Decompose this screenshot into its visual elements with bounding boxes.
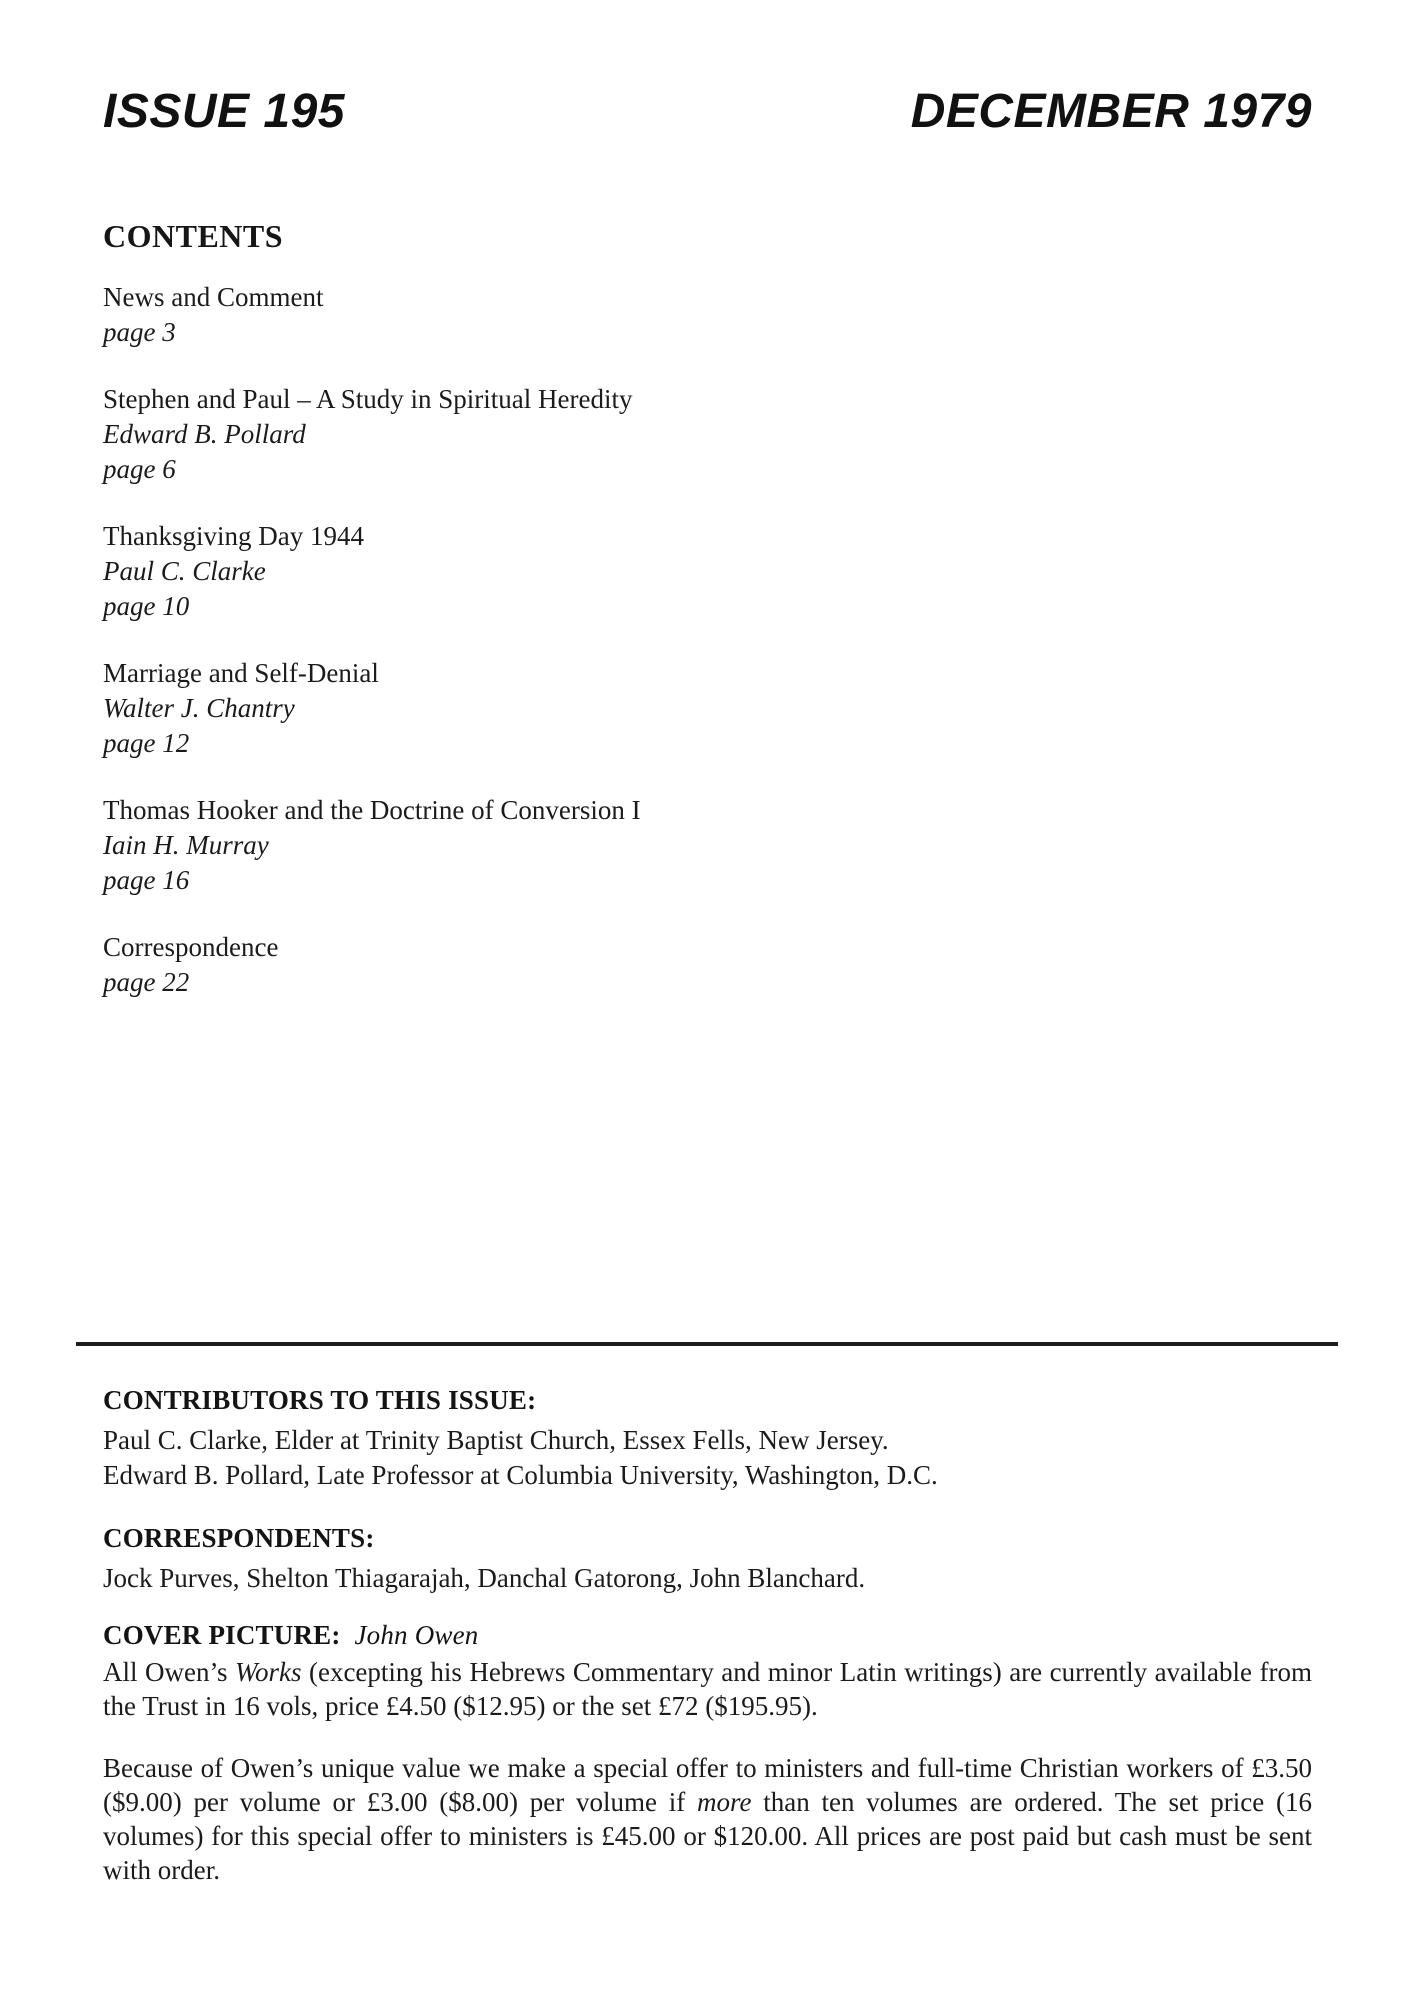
correspondents-heading: CORRESPONDENTS: bbox=[103, 1523, 375, 1553]
toc-entry-title: Stephen and Paul – A Study in Spiritual Heredity bbox=[103, 384, 633, 414]
contents-heading: CONTENTS bbox=[103, 218, 284, 254]
contributor-line: Paul C. Clarke, Elder at Trinity Baptist Church, Essex Fells, New Jersey. bbox=[103, 1425, 889, 1455]
date-label: DECEMBER 1979 bbox=[910, 85, 1312, 138]
toc-entry-title: Thanksgiving Day 1944 bbox=[103, 521, 364, 551]
toc-entry bbox=[103, 280, 1312, 350]
toc-entry-title: News and Comment bbox=[103, 282, 324, 312]
toc-entry bbox=[103, 519, 1312, 624]
correspondent-line: Jock Purves, Shelton Thiagarajah, Danchal Gatorong, John Blanchard. bbox=[103, 1563, 866, 1593]
toc-entry-author: Walter J. Chantry bbox=[103, 693, 295, 723]
cover-picture-subject bbox=[348, 1620, 479, 1650]
toc-entry-title: Marriage and Self-Denial bbox=[103, 658, 379, 688]
toc-entry-title: Thomas Hooker and the Doctrine of Conversion I bbox=[103, 795, 641, 825]
toc-entry-page: page 3 bbox=[103, 317, 176, 347]
divider-rule bbox=[76, 1342, 1338, 1346]
toc-entry-page: page 12 bbox=[103, 728, 190, 758]
contents-list bbox=[103, 280, 1312, 1000]
toc-entry bbox=[103, 930, 1312, 1000]
page-content bbox=[103, 0, 1312, 1887]
correspondents-lines bbox=[103, 1561, 1312, 1596]
cover-picture-label: COVER PICTURE: bbox=[103, 1620, 341, 1650]
contributor-line: Edward B. Pollard, Late Professor at Columbia University, Washington, D.C. bbox=[103, 1460, 938, 1490]
toc-entry-page: page 22 bbox=[103, 967, 190, 997]
toc-entry-page: page 10 bbox=[103, 591, 190, 621]
toc-entry bbox=[103, 382, 1312, 487]
toc-entry-page: page 16 bbox=[103, 865, 190, 895]
cover-subject-name: John Owen bbox=[354, 1620, 479, 1650]
contributors-lines bbox=[103, 1423, 1312, 1493]
cover-offer-paragraph-2: Because of Owen’s unique value we make a special offer to ministers and full-time Christian workers of £3.50 ($9.00) per volume or £3.00 ($8.00) per volume if more than ten volumes are ordered. The set price (16 volumes) for this special offer to ministers is £45.00 or $120.00. All prices are post paid but cash must be sent with order. bbox=[103, 1753, 1312, 1885]
issue-label: ISSUE 195 bbox=[103, 85, 345, 138]
toc-entry bbox=[103, 793, 1312, 898]
cover-picture-heading bbox=[103, 1618, 1312, 1652]
cover-offer-paragraph-1: All Owen’s Works (excepting his Hebrews Commentary and minor Latin writings) are currently available from the Trust in 16 vols, price £4.50 ($12.95) or the set £72 ($195.95). bbox=[103, 1657, 1312, 1721]
toc-entry-title: Correspondence bbox=[103, 932, 279, 962]
contributors-heading: CONTRIBUTORS TO THIS ISSUE: bbox=[103, 1385, 537, 1415]
toc-entry-author: Iain H. Murray bbox=[103, 830, 269, 860]
masthead bbox=[103, 85, 1312, 138]
toc-entry bbox=[103, 656, 1312, 761]
toc-entry-author: Edward B. Pollard bbox=[103, 419, 306, 449]
toc-entry-author: Paul C. Clarke bbox=[103, 556, 266, 586]
toc-entry-page: page 6 bbox=[103, 454, 176, 484]
